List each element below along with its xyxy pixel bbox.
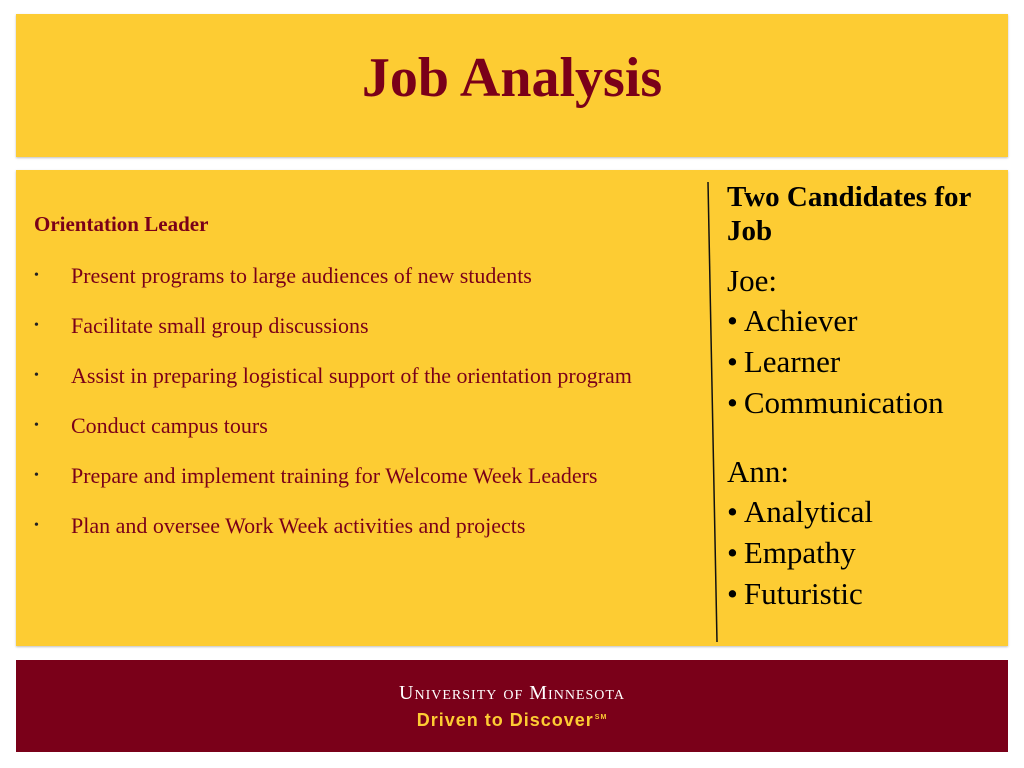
bullet-icon: •: [727, 535, 738, 570]
trait-text: Analytical: [743, 494, 873, 529]
trait-item: [727, 382, 1007, 423]
slide-title: Job Analysis: [361, 47, 663, 109]
trait-item: [727, 300, 1007, 341]
title-band: [16, 14, 1008, 157]
duty-text: Facilitate small group discussions: [71, 313, 369, 338]
candidates-panel: [727, 180, 1007, 614]
trait-text: Futuristic: [743, 576, 863, 611]
tagline-text: Driven to Discover: [416, 710, 594, 730]
trait-item: [727, 491, 1007, 532]
service-mark: SM: [594, 714, 608, 721]
university-wordmark: University of Minnesota: [399, 682, 625, 704]
bullet-icon: •: [34, 418, 39, 433]
duty-text: Prepare and implement training for Welcome Week Leaders: [71, 463, 598, 488]
trait-item: [727, 573, 1007, 614]
trait-text: Learner: [743, 344, 841, 379]
bullet-icon: •: [34, 368, 39, 383]
role-heading: Orientation Leader: [34, 212, 209, 236]
trait-item: [727, 341, 1007, 382]
bullet-icon: •: [727, 576, 738, 611]
duty-text: Assist in preparing logistical support of the orientation program: [71, 363, 632, 388]
bullet-icon: •: [34, 468, 39, 483]
candidate-traits-joe: [727, 300, 1007, 423]
candidate-name-ann: Ann:: [727, 454, 789, 489]
bullet-icon: •: [34, 518, 39, 533]
trait-text: Communication: [743, 385, 944, 420]
bullet-icon: •: [34, 318, 39, 333]
duty-text: Plan and oversee Work Week activities and projects: [71, 513, 526, 538]
duty-text: Present programs to large audiences of new students: [71, 263, 532, 288]
tagline: [16, 710, 1008, 731]
candidates-heading: Two Candidates for Job: [727, 181, 971, 247]
bullet-icon: •: [727, 303, 738, 338]
trait-text: Empathy: [743, 535, 856, 570]
trait-text: Achiever: [743, 303, 858, 338]
candidate-name-joe: Joe:: [727, 263, 777, 298]
duty-text: Conduct campus tours: [71, 413, 268, 438]
bullet-icon: •: [727, 344, 738, 379]
trait-item: [727, 532, 1007, 573]
bullet-icon: •: [727, 494, 738, 529]
footer-band: [16, 660, 1008, 752]
bullet-icon: •: [727, 385, 738, 420]
content-band: [16, 170, 1008, 646]
candidate-traits-ann: [727, 491, 1007, 614]
bullet-icon: •: [34, 268, 39, 283]
